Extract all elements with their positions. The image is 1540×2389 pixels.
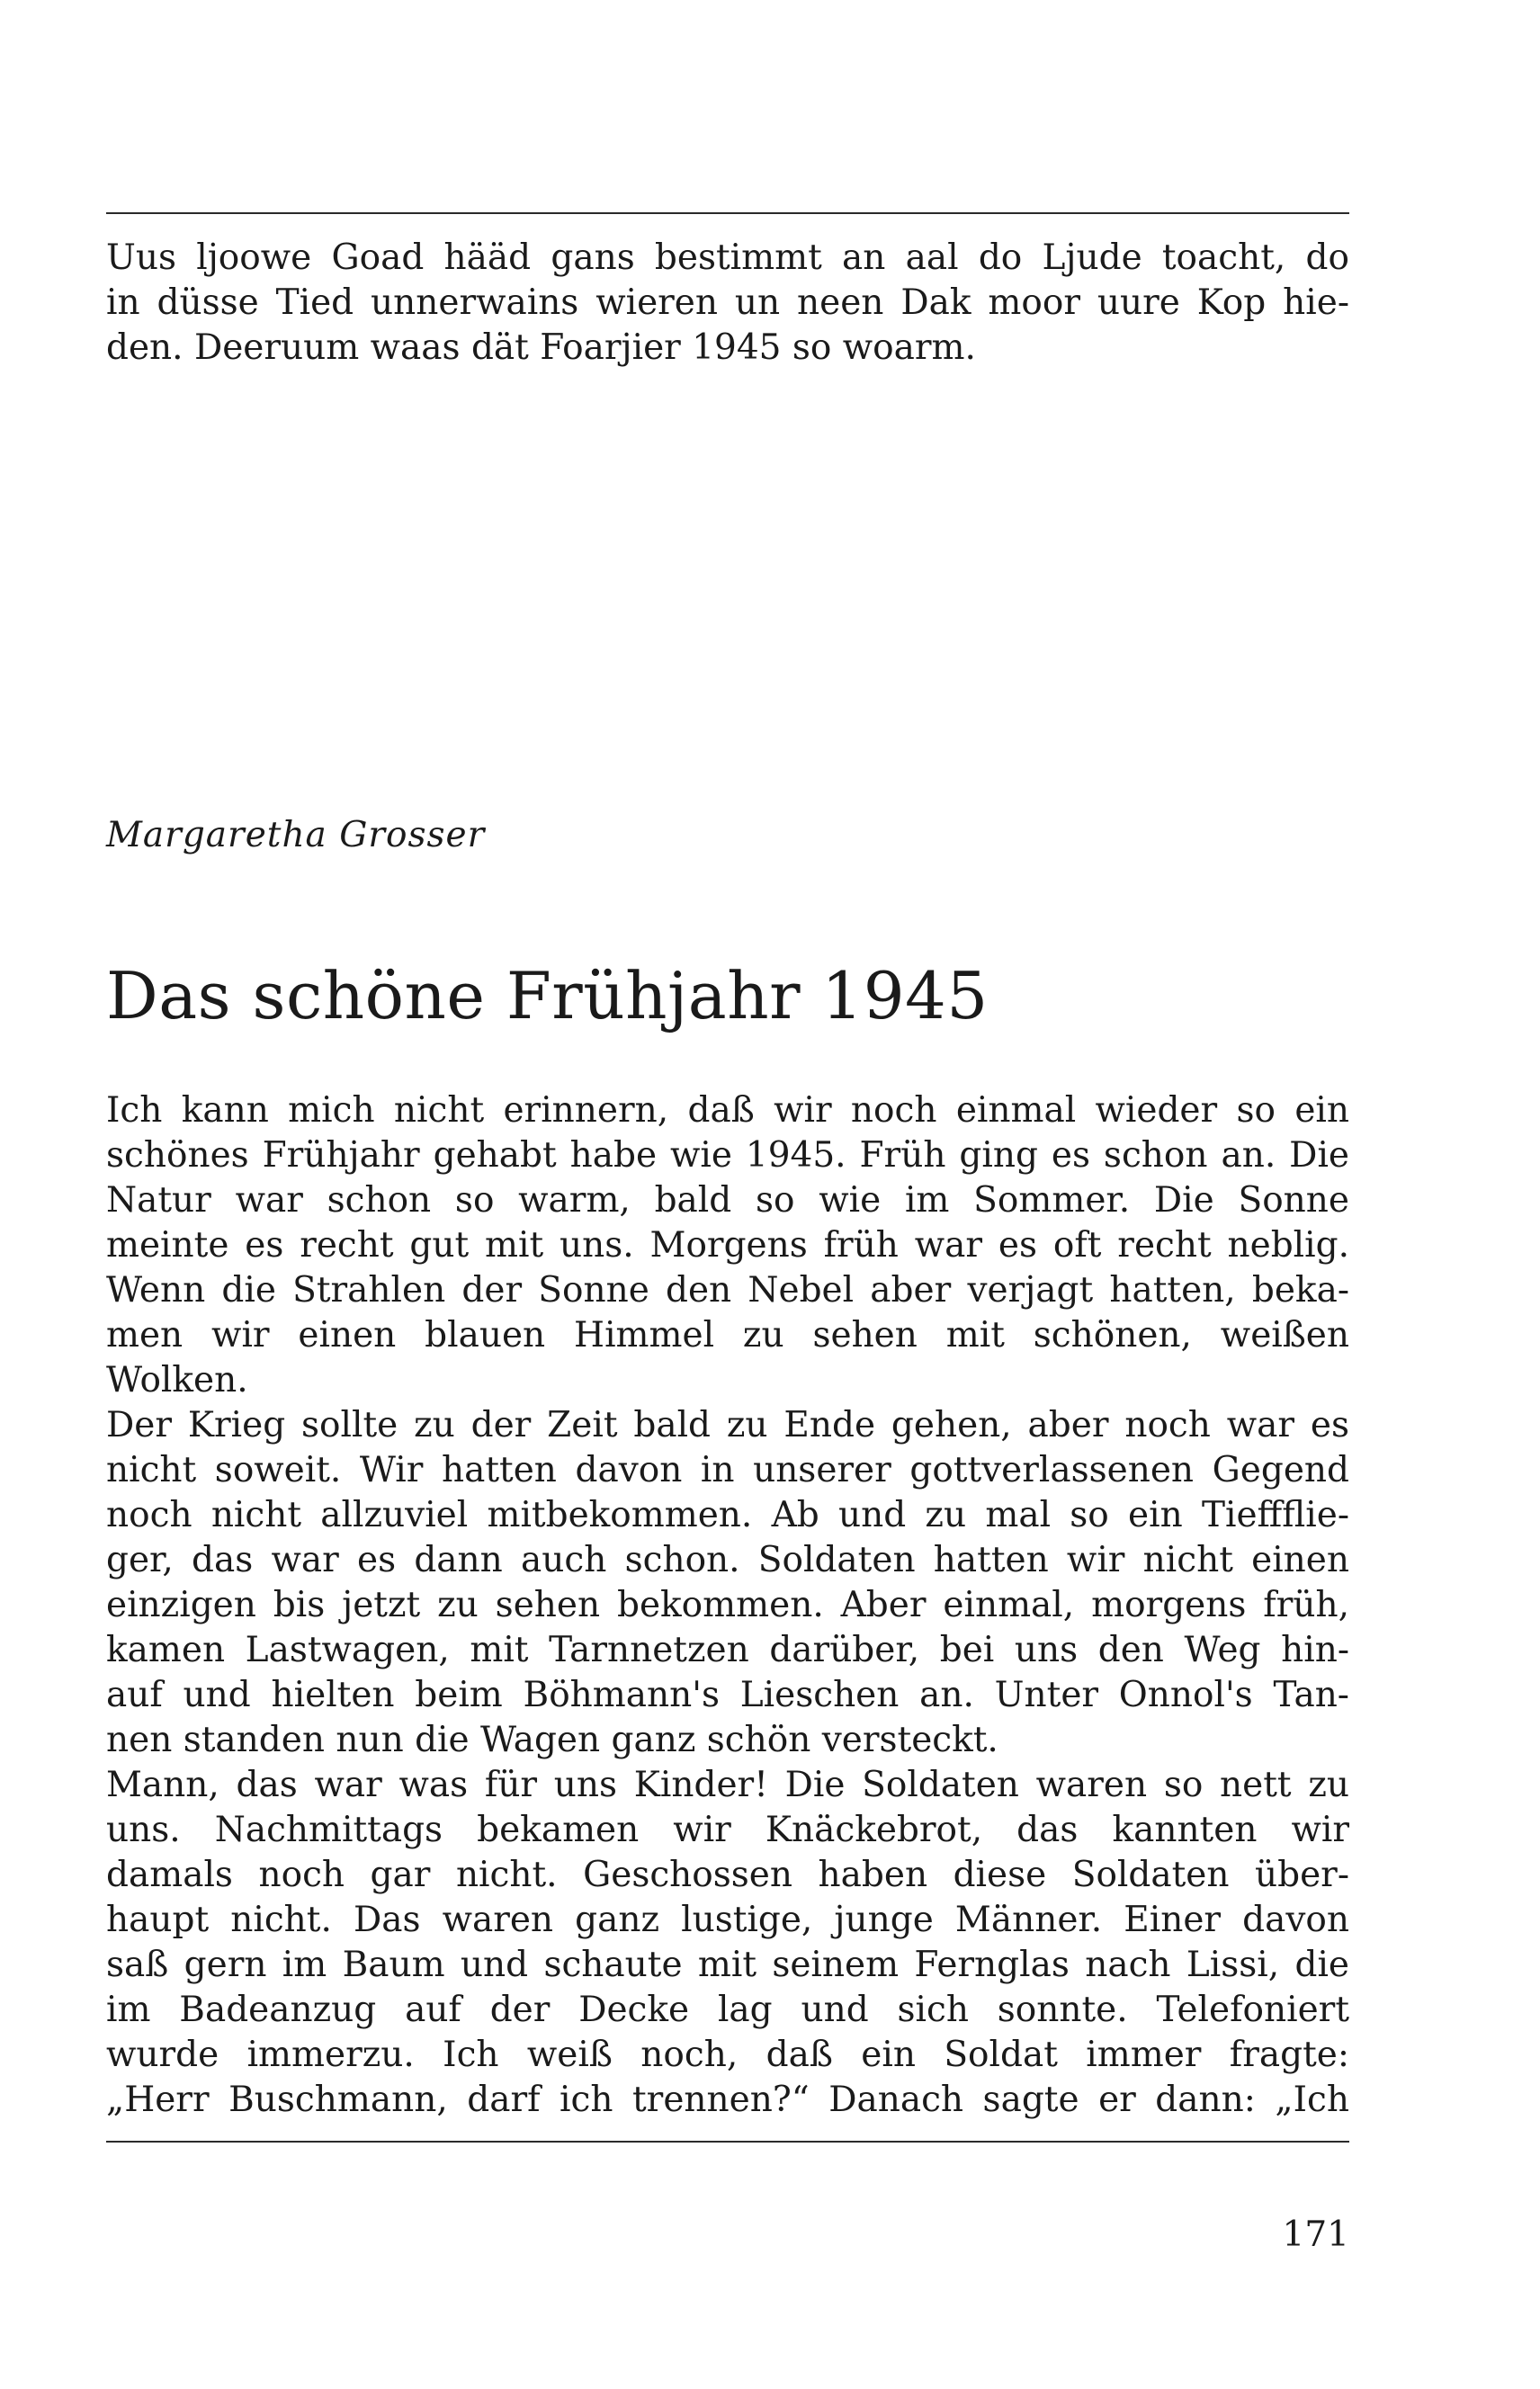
bottom-rule <box>106 2141 1349 2143</box>
body-line: wurde immerzu. Ich weiß noch, daß ein Soldat immer fragte: <box>106 2035 1349 2075</box>
body-line: Der Krieg sollte zu der Zeit bald zu Ende gehen, aber noch war es <box>106 1405 1349 1445</box>
body-line: Ich kann mich nicht erinnern, daß wir noch einmal wieder so ein <box>106 1090 1349 1131</box>
page-number: 171 <box>1282 2215 1349 2255</box>
article-title: Das schöne Frühjahr 1945 <box>106 958 989 1033</box>
body-line: einzigen bis jetzt zu sehen bekommen. Aber einmal, morgens früh, <box>106 1585 1349 1625</box>
body-line: nen standen nun die Wagen ganz schön versteckt. <box>106 1720 998 1760</box>
body-line: noch nicht allzuviel mitbekommen. Ab und zu mal so ein Tieffflie- <box>106 1495 1349 1535</box>
top-rule <box>106 212 1349 214</box>
intro-line: den. Deeruum waas dät Foarjier 1945 so woarm. <box>106 327 976 368</box>
body-line: meinte es recht gut mit uns. Morgens früh war es oft recht neblig. <box>106 1225 1349 1266</box>
author-name: Margaretha Grosser <box>106 815 486 855</box>
body-line: im Badeanzug auf der Decke lag und sich sonnte. Telefoniert <box>106 1990 1349 2030</box>
body-line: haupt nicht. Das waren ganz lustige, junge Männer. Einer davon <box>106 1900 1349 1940</box>
intro-line: in düsse Tied unnerwains wieren un neen Dak moor uure Kop hie- <box>106 282 1349 323</box>
body-line: ger, das war es dann auch schon. Soldaten hatten wir nicht einen <box>106 1540 1349 1580</box>
body-line: schönes Frühjahr gehabt habe wie 1945. Früh ging es schon an. Die <box>106 1135 1349 1176</box>
article-body <box>106 1088 1349 2123</box>
body-line: auf und hielten beim Böhmann's Lieschen an. Unter Onnol's Tan- <box>106 1675 1349 1715</box>
body-line: nicht soweit. Wir hatten davon in unserer gottverlassenen Gegend <box>106 1450 1349 1490</box>
intro-line: Uus ljoowe Goad hääd gans bestimmt an aal do Ljude toacht, do <box>106 237 1349 278</box>
body-line: kamen Lastwagen, mit Tarnnetzen darüber, bei uns den Weg hin- <box>106 1630 1349 1670</box>
body-line: Wolken. <box>106 1360 248 1400</box>
intro-paragraph <box>106 236 1349 371</box>
body-line: Mann, das war was für uns Kinder! Die Soldaten waren so nett zu <box>106 1765 1349 1805</box>
body-line: saß gern im Baum und schaute mit seinem Fernglas nach Lissi, die <box>106 1945 1349 1985</box>
body-line: „Herr Buschmann, darf ich trennen?“ Danach sagte er dann: „Ich <box>106 2080 1349 2120</box>
body-line: men wir einen blauen Himmel zu sehen mit schönen, weißen <box>106 1315 1349 1356</box>
body-line: Wenn die Strahlen der Sonne den Nebel aber verjagt hatten, beka- <box>106 1270 1349 1311</box>
body-line: uns. Nachmittags bekamen wir Knäckebrot, das kannten wir <box>106 1810 1349 1850</box>
body-line: damals noch gar nicht. Geschossen haben diese Soldaten über- <box>106 1855 1349 1895</box>
body-line: Natur war schon so warm, bald so wie im Sommer. Die Sonne <box>106 1180 1349 1221</box>
